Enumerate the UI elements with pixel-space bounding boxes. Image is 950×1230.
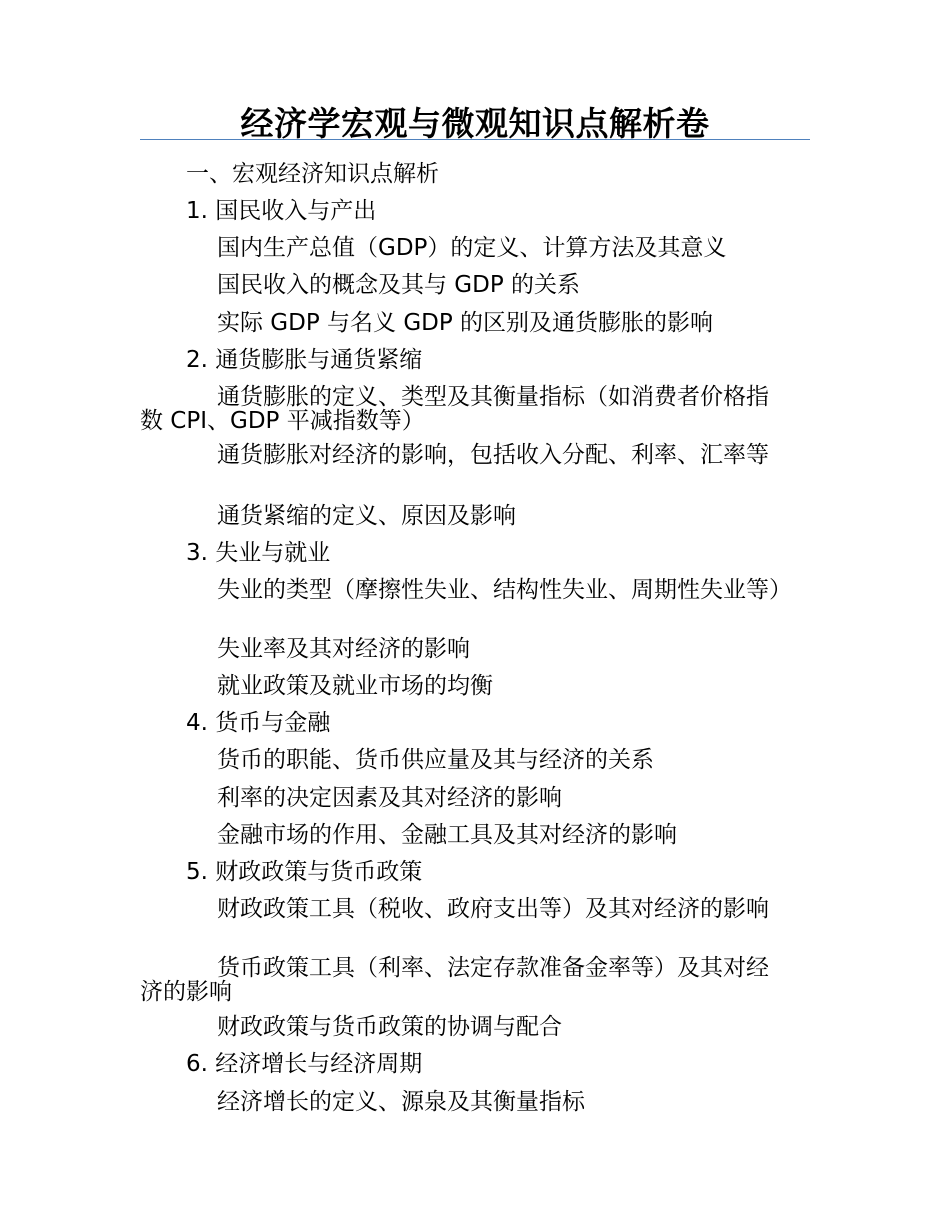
topic-item: 财政政策与货币政策的协调与配合 [217, 1014, 562, 1040]
topic-item: 货币的职能、货币供应量及其与经济的关系 [217, 747, 654, 773]
topic-item: 国民收入的概念及其与 GDP 的关系 [217, 272, 581, 298]
topic-item: 通货紧缩的定义、原因及影响 [217, 503, 516, 529]
topic-item: 货币政策工具（利率、法定存款准备金率等）及其对经济的影响 [140, 955, 769, 1005]
topic-heading: 5. 财政政策与货币政策 [186, 859, 423, 885]
topic-item: 财政政策工具（税收、政府支出等）及其对经济的影响 [217, 896, 769, 922]
title-underline [140, 139, 810, 140]
topic-item: 失业率及其对经济的影响 [217, 636, 470, 662]
section-heading: 一、宏观经济知识点解析 [186, 161, 439, 187]
topic-heading: 4. 货币与金融 [186, 710, 331, 736]
topic-item: 经济增长的定义、源泉及其衡量指标 [217, 1089, 585, 1115]
topic-item: 实际 GDP 与名义 GDP 的区别及通货膨胀的影响 [217, 310, 714, 336]
topic-item: 利率的决定因素及其对经济的影响 [217, 785, 562, 811]
document-title: 经济学宏观与微观知识点解析卷 [240, 104, 710, 143]
topic-item: 通货膨胀对经济的影响，包括收入分配、利率、汇率等 [217, 442, 769, 468]
topic-heading: 6. 经济增长与经济周期 [186, 1051, 423, 1077]
topic-heading: 2. 通货膨胀与通货紧缩 [186, 347, 423, 373]
topic-item: 金融市场的作用、金融工具及其对经济的影响 [217, 822, 677, 848]
topic-item: 国内生产总值（GDP）的定义、计算方法及其意义 [217, 235, 727, 261]
topic-heading: 1. 国民收入与产出 [186, 198, 377, 224]
topic-item: 失业的类型（摩擦性失业、结构性失业、周期性失业等） [217, 577, 792, 603]
topic-item: 就业政策及就业市场的均衡 [217, 673, 493, 699]
topic-heading: 3. 失业与就业 [186, 540, 331, 566]
topic-item: 通货膨胀的定义、类型及其衡量指标（如消费者价格指数 CPI、GDP 平减指数等） [140, 384, 769, 434]
